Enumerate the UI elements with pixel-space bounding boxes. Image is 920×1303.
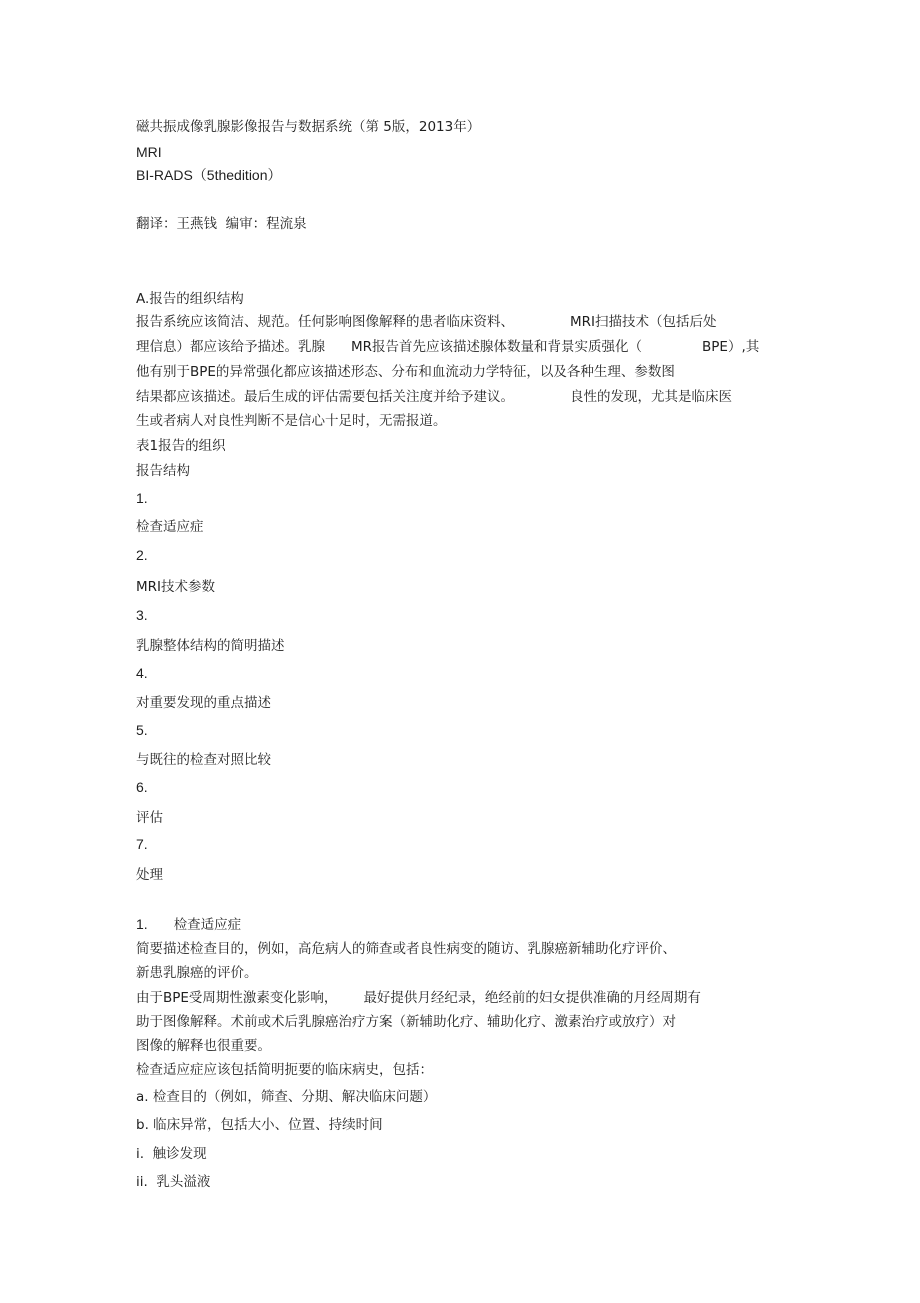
- section-a-para-line-5: 生或者病人对良性判断不是信心十足时，无需报道。: [136, 413, 447, 429]
- title-mri: MRI: [136, 144, 162, 160]
- text-segment: MR报告首先应该描述腺体数量和背景实质强化（: [351, 339, 643, 355]
- section-1-para2-line-1: [136, 989, 701, 1007]
- table-item-text: 评估: [136, 810, 163, 826]
- table-item-number: 4.: [136, 665, 148, 681]
- table-item-number: 1.: [136, 490, 148, 506]
- table-item-text: 乳腺整体结构的简明描述: [136, 638, 285, 654]
- section-a-para-line-4: [136, 388, 732, 406]
- section-number: 1.: [136, 916, 148, 932]
- history-list-item: b. 临床异常，包括大小、位置、持续时间: [136, 1117, 383, 1133]
- table-item-number: 2.: [136, 547, 148, 563]
- table-item-text: MRI技术参数: [136, 579, 216, 595]
- table-item-number: 5.: [136, 722, 148, 738]
- section-1-para1-line-1: 简要描述检查目的，例如，高危病人的筛查或者良性病变的随访、乳腺癌新辅助化疗评价、: [136, 941, 676, 957]
- section-1-para1-line-2: 新患乳腺癌的评价。: [136, 965, 258, 981]
- text-segment: 最好提供月经纪录，绝经前的妇女提供准确的月经周期有: [363, 990, 701, 1006]
- section-a-para-line-3: 他有别于BPE的异常强化都应该描述形态、分布和血流动力学特征，以及各种生理、参数图: [136, 364, 675, 380]
- section-1-para2-line-3: 图像的解释也很重要。: [136, 1038, 271, 1054]
- text-segment: 报告系统应该简洁、规范。任何影响图像解释的患者临床资料、: [136, 314, 514, 330]
- title-chinese: 磁共振成像乳腺影像报告与数据系统（第 5版，2013年）: [136, 119, 481, 135]
- history-list-item: ii. 乳头溢液: [136, 1174, 211, 1190]
- credits-line: 翻译：王燕钱 编审：程流泉: [136, 216, 307, 232]
- title-birads: BI-RADS（5thedition）: [136, 167, 282, 183]
- table-header: 报告结构: [136, 463, 190, 479]
- text-segment: BPE）,其: [702, 339, 760, 355]
- history-list-item: i. 触诊发现: [136, 1146, 207, 1162]
- section-a-para-line-1: [136, 313, 717, 331]
- text-segment: 由于BPE受周期性激素变化影响，: [136, 990, 338, 1006]
- table-item-text: 检查适应症: [136, 519, 204, 535]
- table-item-text: 处理: [136, 867, 163, 883]
- history-list-item: a. 检查目的（例如，筛查、分期、解决临床问题）: [136, 1089, 437, 1105]
- section-title: 检查适应症: [173, 917, 242, 933]
- section-a-heading: A.报告的组织结构: [136, 291, 244, 307]
- section-1-heading: [136, 915, 241, 934]
- section-1-para2-line-2: 助于图像解释。术前或术后乳腺癌治疗方案（新辅助化疗、辅助化疗、激素治疗或放疗）对: [136, 1014, 676, 1030]
- table-caption: 表1报告的组织: [136, 438, 226, 454]
- history-intro: 检查适应症应该包括简明扼要的临床病史，包括：: [136, 1062, 433, 1078]
- section-a-para-line-2: [136, 338, 759, 356]
- table-item-text: 对重要发现的重点描述: [136, 695, 271, 711]
- table-item-number: 7.: [136, 836, 148, 852]
- text-segment: MRI扫描技术（包括后处: [570, 314, 717, 330]
- text-segment: 理信息）都应该给予描述。乳腺: [136, 339, 325, 355]
- table-item-number: 6.: [136, 779, 148, 795]
- table-item-number: 3.: [136, 607, 148, 623]
- text-segment: 良性的发现，尤其是临床医: [570, 389, 732, 405]
- text-segment: 结果都应该描述。最后生成的评估需要包括关注度并给予建议。: [136, 389, 514, 405]
- table-item-text: 与既往的检查对照比较: [136, 752, 271, 768]
